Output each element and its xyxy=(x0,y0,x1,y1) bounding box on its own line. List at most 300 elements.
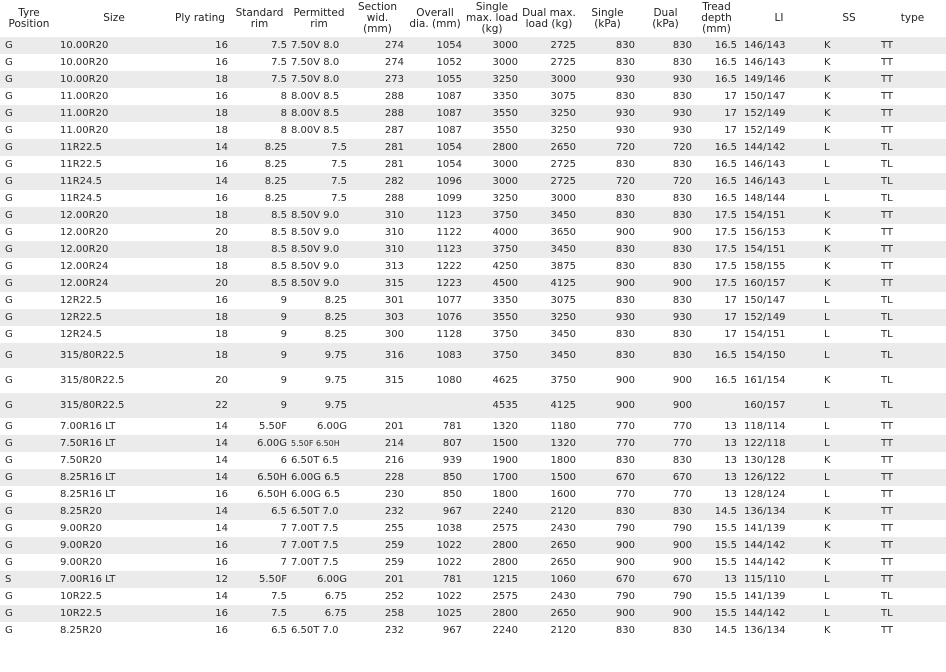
cell-permitted-rim: 7.5 xyxy=(289,190,349,207)
cell-dual-load: 1500 xyxy=(520,469,578,486)
cell-single-load: 2800 xyxy=(464,605,520,622)
cell-ss: L xyxy=(819,326,879,343)
cell-li: 146/143 xyxy=(739,156,819,173)
cell-permitted-rim: 6.75 xyxy=(289,605,349,622)
cell-size: 11R24.5 xyxy=(58,190,170,207)
cell-single-kpa: 720 xyxy=(578,173,637,190)
cell-permitted-rim: 8.00V 8.5 xyxy=(289,88,349,105)
cell-li: 154/150 xyxy=(739,343,819,368)
cell-standard-rim: 8.25 xyxy=(230,190,289,207)
cell-position: G xyxy=(0,241,58,258)
cell-tread-depth: 17 xyxy=(694,105,739,122)
cell-dual-load: 3250 xyxy=(520,122,578,139)
cell-standard-rim: 8.5 xyxy=(230,275,289,292)
cell-li: 115/110 xyxy=(739,571,819,588)
cell-position: G xyxy=(0,452,58,469)
cell-single-kpa: 830 xyxy=(578,37,637,54)
cell-standard-rim: 7 xyxy=(230,537,289,554)
cell-size: 8.25R16 LT xyxy=(58,469,170,486)
cell-li: 128/124 xyxy=(739,486,819,503)
cell-tread-depth: 13 xyxy=(694,452,739,469)
cell-type: TL xyxy=(879,292,946,309)
cell-li: 152/149 xyxy=(739,122,819,139)
cell-type: TL xyxy=(879,588,946,605)
cell-size: 11.00R20 xyxy=(58,88,170,105)
cell-standard-rim: 6.5 xyxy=(230,622,289,639)
cell-dual-load: 3075 xyxy=(520,292,578,309)
cell-ply-rating: 20 xyxy=(170,368,230,393)
cell-single-kpa: 930 xyxy=(578,105,637,122)
cell-overall-dia: 1055 xyxy=(406,71,464,88)
cell-type: TT xyxy=(879,554,946,571)
cell-type: TT xyxy=(879,258,946,275)
cell-type: TT xyxy=(879,452,946,469)
cell-standard-rim: 7 xyxy=(230,520,289,537)
cell-position: G xyxy=(0,105,58,122)
cell-single-load: 3750 xyxy=(464,241,520,258)
cell-type: TT xyxy=(879,486,946,503)
cell-overall-dia: 1128 xyxy=(406,326,464,343)
cell-ss: L xyxy=(819,605,879,622)
cell-size: 10.00R20 xyxy=(58,54,170,71)
cell-li: 146/143 xyxy=(739,37,819,54)
cell-tread-depth: 15.5 xyxy=(694,537,739,554)
cell-overall-dia: 1054 xyxy=(406,139,464,156)
cell-section-width: 274 xyxy=(349,37,406,54)
cell-section-width: 232 xyxy=(349,503,406,520)
cell-dual-load: 3250 xyxy=(520,309,578,326)
cell-dual-kpa: 790 xyxy=(637,588,694,605)
cell-ss: K xyxy=(819,241,879,258)
cell-ss: L xyxy=(819,469,879,486)
cell-standard-rim: 6.50H xyxy=(230,486,289,503)
cell-size: 9.00R20 xyxy=(58,520,170,537)
cell-permitted-rim: 8.50V 9.0 xyxy=(289,224,349,241)
table-row xyxy=(0,88,946,105)
cell-overall-dia: 1077 xyxy=(406,292,464,309)
cell-dual-kpa: 830 xyxy=(637,207,694,224)
cell-size: 315/80R22.5 xyxy=(58,368,170,393)
cell-tread-depth: 16.5 xyxy=(694,37,739,54)
cell-size: 12R22.5 xyxy=(58,309,170,326)
cell-single-load: 3000 xyxy=(464,37,520,54)
cell-li: 149/146 xyxy=(739,71,819,88)
cell-single-load: 1500 xyxy=(464,435,520,452)
cell-dual-load: 2725 xyxy=(520,156,578,173)
cell-li: 144/142 xyxy=(739,537,819,554)
cell-dual-kpa: 670 xyxy=(637,571,694,588)
cell-section-width: 201 xyxy=(349,418,406,435)
cell-single-kpa: 900 xyxy=(578,393,637,418)
cell-single-load: 4625 xyxy=(464,368,520,393)
cell-size: 11R24.5 xyxy=(58,173,170,190)
cell-li: 154/151 xyxy=(739,326,819,343)
cell-overall-dia: 807 xyxy=(406,435,464,452)
cell-single-kpa: 830 xyxy=(578,343,637,368)
cell-dual-load: 1800 xyxy=(520,452,578,469)
cell-single-kpa: 830 xyxy=(578,88,637,105)
cell-section-width: 301 xyxy=(349,292,406,309)
cell-single-load: 3250 xyxy=(464,71,520,88)
cell-single-kpa: 830 xyxy=(578,452,637,469)
cell-single-load: 2800 xyxy=(464,537,520,554)
cell-type: TL xyxy=(879,190,946,207)
cell-size: 11.00R20 xyxy=(58,105,170,122)
cell-type: TT xyxy=(879,207,946,224)
cell-ply-rating: 18 xyxy=(170,122,230,139)
cell-permitted-rim: 6.00G 6.5 xyxy=(289,486,349,503)
cell-type: TL xyxy=(879,139,946,156)
cell-single-kpa: 830 xyxy=(578,622,637,639)
table-row xyxy=(0,554,946,571)
cell-single-load: 3750 xyxy=(464,343,520,368)
cell-dual-kpa: 900 xyxy=(637,605,694,622)
cell-ply-rating: 16 xyxy=(170,537,230,554)
table-row xyxy=(0,156,946,173)
cell-position: G xyxy=(0,605,58,622)
cell-dual-kpa: 720 xyxy=(637,139,694,156)
cell-overall-dia: 1022 xyxy=(406,554,464,571)
cell-section-width: 287 xyxy=(349,122,406,139)
cell-dual-load: 3450 xyxy=(520,241,578,258)
cell-permitted-rim: 6.50T 6.5 xyxy=(289,452,349,469)
cell-permitted-rim: 7.00T 7.5 xyxy=(289,537,349,554)
cell-single-kpa: 900 xyxy=(578,368,637,393)
cell-dual-kpa: 830 xyxy=(637,54,694,71)
cell-ss: L xyxy=(819,292,879,309)
cell-single-load: 4535 xyxy=(464,393,520,418)
cell-ss: K xyxy=(819,275,879,292)
table-row xyxy=(0,122,946,139)
cell-dual-kpa: 900 xyxy=(637,537,694,554)
cell-overall-dia: 1122 xyxy=(406,224,464,241)
cell-size: 7.00R16 LT xyxy=(58,571,170,588)
cell-single-kpa: 770 xyxy=(578,486,637,503)
cell-li: 144/142 xyxy=(739,554,819,571)
cell-position: G xyxy=(0,88,58,105)
cell-ply-rating: 18 xyxy=(170,241,230,258)
table-row xyxy=(0,224,946,241)
col-header-permitted-rim: Permitted rim xyxy=(289,0,349,37)
cell-overall-dia: 850 xyxy=(406,469,464,486)
cell-section-width: 315 xyxy=(349,275,406,292)
cell-section-width: 274 xyxy=(349,54,406,71)
cell-size: 10R22.5 xyxy=(58,605,170,622)
cell-dual-kpa: 830 xyxy=(637,326,694,343)
cell-tread-depth: 17.5 xyxy=(694,224,739,241)
cell-dual-load: 1600 xyxy=(520,486,578,503)
cell-single-kpa: 830 xyxy=(578,190,637,207)
cell-ss: K xyxy=(819,622,879,639)
table-row xyxy=(0,105,946,122)
cell-dual-kpa: 830 xyxy=(637,88,694,105)
cell-single-load: 1215 xyxy=(464,571,520,588)
cell-standard-rim: 7 xyxy=(230,554,289,571)
cell-section-width xyxy=(349,393,406,418)
cell-ss: K xyxy=(819,207,879,224)
cell-type: TT xyxy=(879,105,946,122)
cell-position: G xyxy=(0,588,58,605)
cell-size: 12.00R24 xyxy=(58,275,170,292)
cell-tread-depth xyxy=(694,393,739,418)
cell-overall-dia: 1223 xyxy=(406,275,464,292)
cell-permitted-rim: 9.75 xyxy=(289,368,349,393)
cell-dual-load: 4125 xyxy=(520,275,578,292)
cell-ply-rating: 18 xyxy=(170,258,230,275)
cell-ss: L xyxy=(819,418,879,435)
table-row xyxy=(0,309,946,326)
table-row xyxy=(0,622,946,639)
cell-section-width: 232 xyxy=(349,622,406,639)
cell-ss: L xyxy=(819,173,879,190)
cell-ply-rating: 18 xyxy=(170,326,230,343)
cell-single-load: 4250 xyxy=(464,258,520,275)
col-header-standard-rim: Standard rim xyxy=(230,0,289,37)
cell-size: 12.00R24 xyxy=(58,258,170,275)
cell-section-width: 310 xyxy=(349,241,406,258)
cell-dual-load: 3250 xyxy=(520,105,578,122)
cell-ply-rating: 16 xyxy=(170,486,230,503)
cell-type: TT xyxy=(879,275,946,292)
col-header-type: type xyxy=(879,0,946,37)
cell-permitted-rim: 7.50V 8.0 xyxy=(289,71,349,88)
cell-li: 160/157 xyxy=(739,275,819,292)
cell-single-kpa: 770 xyxy=(578,418,637,435)
cell-single-load: 3550 xyxy=(464,309,520,326)
cell-section-width: 300 xyxy=(349,326,406,343)
cell-dual-load: 2725 xyxy=(520,173,578,190)
table-row xyxy=(0,486,946,503)
cell-ply-rating: 12 xyxy=(170,571,230,588)
cell-overall-dia: 1123 xyxy=(406,207,464,224)
cell-permitted-rim: 6.00G xyxy=(289,571,349,588)
table-row xyxy=(0,139,946,156)
table-row xyxy=(0,190,946,207)
cell-section-width: 310 xyxy=(349,207,406,224)
cell-permitted-rim: 7.50V 8.0 xyxy=(289,37,349,54)
cell-size: 12R22.5 xyxy=(58,292,170,309)
cell-position: G xyxy=(0,309,58,326)
cell-dual-kpa: 830 xyxy=(637,37,694,54)
cell-tread-depth: 17.5 xyxy=(694,275,739,292)
cell-size: 10.00R20 xyxy=(58,37,170,54)
cell-position: G xyxy=(0,207,58,224)
cell-overall-dia: 850 xyxy=(406,486,464,503)
col-header-ss: SS xyxy=(819,0,879,37)
cell-permitted-rim: 8.25 xyxy=(289,309,349,326)
cell-ss: L xyxy=(819,190,879,207)
cell-type: TL xyxy=(879,368,946,393)
cell-type: TT xyxy=(879,54,946,71)
cell-standard-rim: 7.5 xyxy=(230,588,289,605)
cell-single-load: 2575 xyxy=(464,520,520,537)
table-row xyxy=(0,258,946,275)
cell-ply-rating: 14 xyxy=(170,469,230,486)
cell-type: TT xyxy=(879,418,946,435)
cell-position: G xyxy=(0,275,58,292)
cell-ply-rating: 18 xyxy=(170,207,230,224)
cell-single-load: 2800 xyxy=(464,139,520,156)
cell-ply-rating: 16 xyxy=(170,605,230,622)
cell-dual-load: 2650 xyxy=(520,537,578,554)
cell-dual-load: 3075 xyxy=(520,88,578,105)
cell-dual-kpa: 930 xyxy=(637,122,694,139)
cell-type: TL xyxy=(879,343,946,368)
cell-tread-depth: 15.5 xyxy=(694,520,739,537)
cell-ply-rating: 18 xyxy=(170,343,230,368)
cell-ss: K xyxy=(819,37,879,54)
cell-permitted-rim: 8.00V 8.5 xyxy=(289,122,349,139)
cell-tread-depth: 15.5 xyxy=(694,605,739,622)
cell-single-kpa: 830 xyxy=(578,54,637,71)
cell-single-kpa: 930 xyxy=(578,309,637,326)
cell-li: 154/151 xyxy=(739,207,819,224)
cell-ss: K xyxy=(819,71,879,88)
cell-overall-dia: 1123 xyxy=(406,241,464,258)
cell-tread-depth: 17 xyxy=(694,122,739,139)
cell-position: G xyxy=(0,292,58,309)
cell-standard-rim: 6.5 xyxy=(230,503,289,520)
cell-section-width: 315 xyxy=(349,368,406,393)
cell-dual-load: 2725 xyxy=(520,37,578,54)
cell-single-load: 4500 xyxy=(464,275,520,292)
cell-ss: K xyxy=(819,54,879,71)
cell-li: 146/143 xyxy=(739,54,819,71)
cell-standard-rim: 9 xyxy=(230,292,289,309)
cell-dual-load: 2725 xyxy=(520,54,578,71)
cell-dual-kpa: 900 xyxy=(637,393,694,418)
cell-single-kpa: 830 xyxy=(578,258,637,275)
cell-ss: L xyxy=(819,343,879,368)
cell-size: 11R22.5 xyxy=(58,139,170,156)
cell-tread-depth: 13 xyxy=(694,418,739,435)
cell-permitted-rim: 9.75 xyxy=(289,393,349,418)
cell-single-load: 3250 xyxy=(464,190,520,207)
cell-standard-rim: 8 xyxy=(230,122,289,139)
cell-ss: K xyxy=(819,258,879,275)
cell-dual-kpa: 900 xyxy=(637,368,694,393)
cell-single-load: 1700 xyxy=(464,469,520,486)
cell-single-load: 2800 xyxy=(464,554,520,571)
cell-single-kpa: 900 xyxy=(578,605,637,622)
cell-standard-rim: 7.5 xyxy=(230,37,289,54)
cell-tread-depth: 16.5 xyxy=(694,54,739,71)
cell-ss: L xyxy=(819,588,879,605)
cell-position: G xyxy=(0,622,58,639)
cell-dual-kpa: 930 xyxy=(637,71,694,88)
table-row xyxy=(0,469,946,486)
cell-section-width: 310 xyxy=(349,224,406,241)
cell-position: G xyxy=(0,258,58,275)
cell-position: G xyxy=(0,537,58,554)
cell-standard-rim: 9 xyxy=(230,343,289,368)
cell-permitted-rim: 6.50T 7.0 xyxy=(289,503,349,520)
cell-position: G xyxy=(0,469,58,486)
cell-ss: K xyxy=(819,105,879,122)
cell-section-width: 316 xyxy=(349,343,406,368)
cell-type: TT xyxy=(879,435,946,452)
cell-single-load: 3000 xyxy=(464,156,520,173)
cell-overall-dia: 1080 xyxy=(406,368,464,393)
cell-single-load: 2575 xyxy=(464,588,520,605)
cell-tread-depth: 17 xyxy=(694,326,739,343)
cell-size: 8.25R20 xyxy=(58,622,170,639)
cell-standard-rim: 8.5 xyxy=(230,224,289,241)
cell-dual-load: 2120 xyxy=(520,622,578,639)
cell-tread-depth: 14.5 xyxy=(694,622,739,639)
table-row xyxy=(0,393,946,418)
cell-single-load: 3550 xyxy=(464,105,520,122)
col-header-single-load: Single max. load (kg) xyxy=(466,1,518,35)
cell-overall-dia: 967 xyxy=(406,503,464,520)
cell-overall-dia: 1022 xyxy=(406,537,464,554)
cell-standard-rim: 6.00G xyxy=(230,435,289,452)
cell-overall-dia: 1083 xyxy=(406,343,464,368)
cell-position: G xyxy=(0,139,58,156)
table-row xyxy=(0,418,946,435)
table-row xyxy=(0,537,946,554)
cell-position: G xyxy=(0,326,58,343)
cell-tread-depth: 16.5 xyxy=(694,343,739,368)
cell-li: 152/149 xyxy=(739,309,819,326)
cell-permitted-rim: 7.5 xyxy=(289,173,349,190)
cell-single-kpa: 790 xyxy=(578,520,637,537)
cell-dual-load: 2650 xyxy=(520,605,578,622)
cell-dual-load: 3450 xyxy=(520,207,578,224)
cell-permitted-rim: 5.50F 6.50H xyxy=(289,435,349,452)
cell-overall-dia: 939 xyxy=(406,452,464,469)
cell-position: G xyxy=(0,122,58,139)
col-header-overall-dia: Overall dia. (mm) xyxy=(406,0,464,37)
cell-single-kpa: 830 xyxy=(578,503,637,520)
cell-dual-load: 2650 xyxy=(520,554,578,571)
cell-tread-depth: 17.5 xyxy=(694,207,739,224)
cell-ply-rating: 18 xyxy=(170,309,230,326)
cell-permitted-rim: 6.75 xyxy=(289,588,349,605)
cell-overall-dia: 1052 xyxy=(406,54,464,71)
cell-type: TL xyxy=(879,605,946,622)
cell-ply-rating: 14 xyxy=(170,173,230,190)
cell-dual-kpa: 930 xyxy=(637,309,694,326)
cell-size: 8.25R20 xyxy=(58,503,170,520)
cell-dual-load: 1180 xyxy=(520,418,578,435)
cell-li: 148/144 xyxy=(739,190,819,207)
table-row xyxy=(0,37,946,54)
cell-size: 7.50R16 LT xyxy=(58,435,170,452)
cell-standard-rim: 6.50H xyxy=(230,469,289,486)
cell-single-kpa: 900 xyxy=(578,275,637,292)
cell-ply-rating: 22 xyxy=(170,393,230,418)
cell-size: 12.00R20 xyxy=(58,241,170,258)
cell-position: G xyxy=(0,368,58,393)
cell-ply-rating: 14 xyxy=(170,503,230,520)
cell-dual-kpa: 830 xyxy=(637,452,694,469)
cell-single-kpa: 720 xyxy=(578,139,637,156)
cell-size: 10.00R20 xyxy=(58,71,170,88)
cell-ss: K xyxy=(819,224,879,241)
cell-section-width: 255 xyxy=(349,520,406,537)
cell-single-kpa: 930 xyxy=(578,122,637,139)
cell-ply-rating: 16 xyxy=(170,54,230,71)
cell-overall-dia: 967 xyxy=(406,622,464,639)
cell-tread-depth: 17 xyxy=(694,88,739,105)
cell-position: G xyxy=(0,343,58,368)
cell-permitted-rim: 6.00G 6.5 xyxy=(289,469,349,486)
table-row xyxy=(0,571,946,588)
cell-single-load: 1900 xyxy=(464,452,520,469)
cell-dual-load: 3450 xyxy=(520,326,578,343)
cell-overall-dia xyxy=(406,393,464,418)
